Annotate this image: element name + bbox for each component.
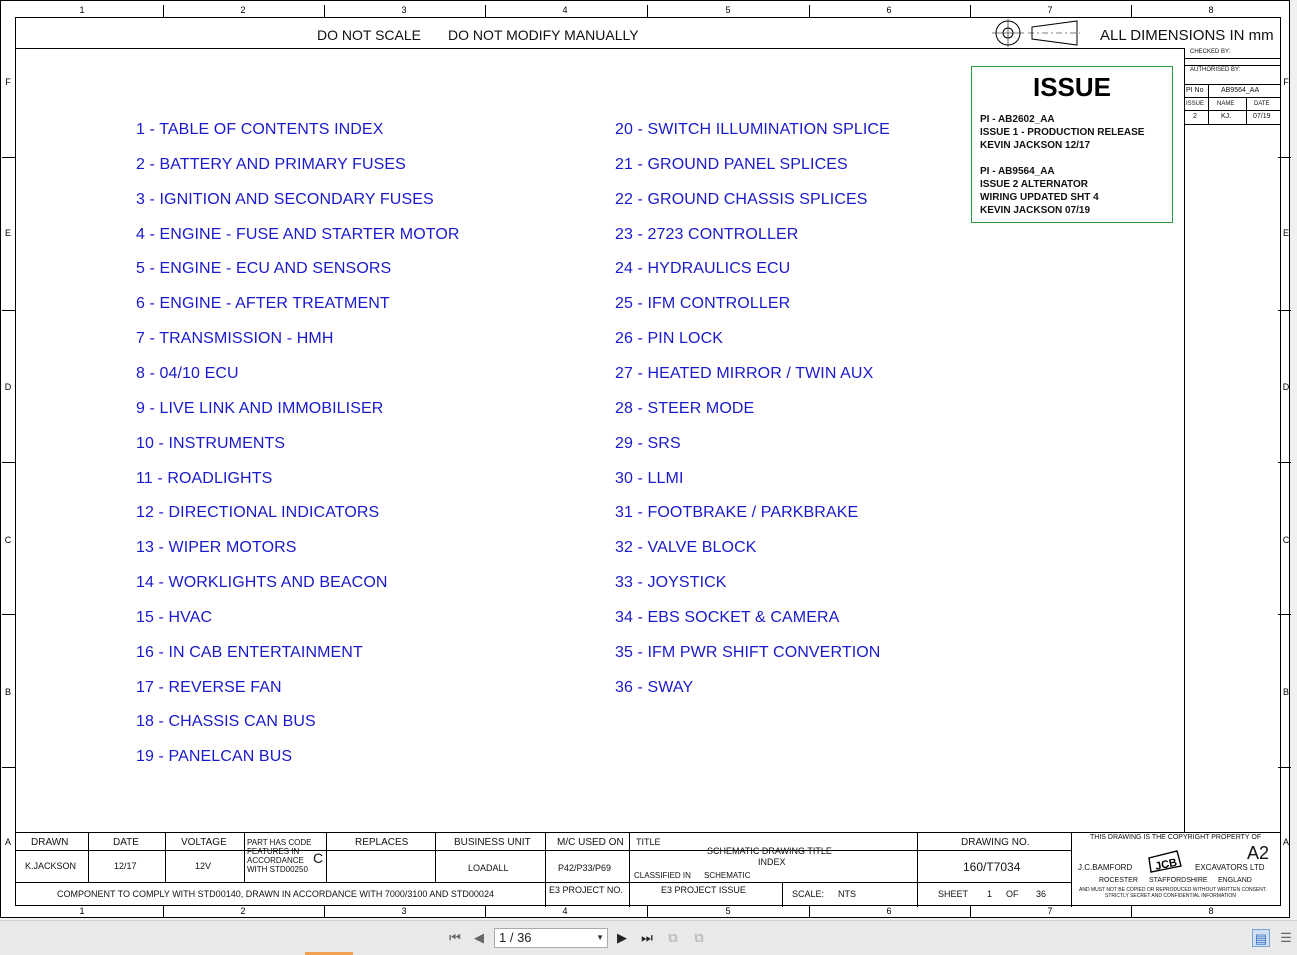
issue1-author: KEVIN JACKSON 12/17 <box>980 140 1091 151</box>
issue-title: ISSUE <box>1032 72 1112 102</box>
rev-name-value: KJ. <box>1221 113 1232 120</box>
toc-link[interactable]: 28 - STEER MODE <box>615 399 755 417</box>
issue-col-label: ISSUE <box>1186 101 1205 107</box>
next-page-icon[interactable]: ▶ <box>617 930 627 945</box>
drawing-no-value: 160/T7034 <box>963 860 1021 874</box>
name-col-label: NAME <box>1217 101 1235 107</box>
chevron-down-icon: ▼ <box>596 933 604 942</box>
pi-no-label: PI No <box>1186 87 1204 94</box>
drawn-value: K.JACKSON <box>25 861 77 871</box>
zone-col: 6 <box>886 906 892 916</box>
issue-box <box>971 66 1173 223</box>
zone-col: 2 <box>240 906 246 916</box>
sheet-size: A2 <box>1247 843 1270 863</box>
toc-link[interactable]: 23 - 2723 CONTROLLER <box>615 225 799 243</box>
page-display: 1 / 36 <box>499 930 532 945</box>
toc-link[interactable]: 27 - HEATED MIRROR / TWIN AUX <box>615 364 874 382</box>
projection-symbol-icon <box>992 19 1080 47</box>
company-name: J.C.BAMFORD <box>1078 863 1133 872</box>
drawn-label: DRAWN <box>31 837 69 848</box>
sheet-value: 1 <box>987 889 993 899</box>
toc-link[interactable]: 4 - ENGINE - FUSE AND STARTER MOTOR <box>136 225 460 243</box>
issue2-desc-2: WIRING UPDATED SHT 4 <box>980 192 1099 203</box>
checked-by-label: CHECKED BY: <box>1190 49 1231 55</box>
zone-row: E <box>1282 228 1289 238</box>
toc-link[interactable]: 17 - REVERSE FAN <box>136 678 282 696</box>
toc-link[interactable]: 14 - WORKLIGHTS AND BEACON <box>136 574 388 592</box>
toc-link[interactable]: 20 - SWITCH ILLUMINATION SPLICE <box>615 121 890 138</box>
first-page-icon[interactable]: ⏮ <box>449 930 461 945</box>
toc-link[interactable]: 19 - PANELCAN BUS <box>136 748 293 766</box>
pi-no-value: AB9564_AA <box>1221 87 1260 94</box>
location-town: ROCESTER <box>1099 877 1138 884</box>
voltage-label: VOLTAGE <box>181 837 227 848</box>
issue2-desc: ISSUE 2 ALTERNATOR <box>980 179 1088 190</box>
toc-link[interactable]: 34 - EBS SOCKET & CAMERA <box>615 608 840 626</box>
legal-note-2: STRICTLY SECRET AND CONFIDENTIAL INFORMATION <box>1105 893 1236 899</box>
location-county: STAFFORDSHIRE <box>1149 877 1208 884</box>
classified-value: SCHEMATIC <box>704 871 751 880</box>
zone-row: C <box>1282 535 1290 545</box>
toc-link[interactable]: 21 - GROUND PANEL SPLICES <box>615 155 848 173</box>
mc-used-on-label: M/C USED ON <box>557 837 624 848</box>
legal-note-1: AND MUST NOT BE COPIED OR REPRODUCED WITHOUT WRITTEN CONSENT. <box>1079 887 1267 893</box>
revision-column-divider <box>1184 48 1185 832</box>
toc-link[interactable]: 9 - LIVE LINK AND IMMOBILISER <box>136 399 384 417</box>
location-country: ENGLAND <box>1218 877 1252 884</box>
page-number-select[interactable] <box>494 928 608 948</box>
toc-link[interactable]: 5 - ENGINE - ECU AND SENSORS <box>136 260 392 278</box>
zone-col: 3 <box>401 906 407 916</box>
code-features-note: PART HAS CODE FEATURES IN ACCORDANCE WITH STD00250 <box>247 838 312 874</box>
copy-page-icon[interactable]: ⧉ <box>668 930 678 945</box>
e3-project-issue: E3 PROJECT ISSUE <box>661 885 746 895</box>
drawing-title-line1: SCHEMATIC DRAWING TITLE <box>707 846 832 856</box>
zone-columns-bottom <box>2 906 1290 918</box>
issue1-desc: ISSUE 1 - PRODUCTION RELEASE <box>980 127 1145 138</box>
comply-note: COMPONENT TO COMPLY WITH STD00140, DRAWN IN ACCORDANCE WITH 7000/3100 AND STD00024 <box>57 889 494 899</box>
zone-row: A <box>4 837 11 847</box>
rev-date-value: 07/19 <box>1253 113 1271 120</box>
authorised-by-label: AUTHORISED BY: <box>1190 67 1241 73</box>
copyright-note: THIS DRAWING IS THE COPYRIGHT PROPERTY OF <box>1090 834 1262 841</box>
sheet-total: 36 <box>1036 889 1047 899</box>
zone-row: D <box>4 382 12 392</box>
classified-label: CLASSIFIED IN <box>634 871 691 880</box>
jcb-logo-text: JCB <box>1154 856 1179 873</box>
e3-project-no: E3 PROJECT NO. <box>549 885 623 895</box>
issue1-pi: PI - AB2602_AA <box>980 114 1055 125</box>
business-unit-label: BUSINESS UNIT <box>454 837 531 848</box>
date-value: 12/17 <box>114 861 137 871</box>
zone-row: A <box>1282 837 1289 847</box>
voltage-value: 12V <box>195 861 212 871</box>
sheet-label: SHEET <box>938 889 969 899</box>
zone-row: E <box>4 228 11 238</box>
date-label: DATE <box>113 837 139 848</box>
toc-link[interactable]: 13 - WIPER MOTORS <box>136 539 297 557</box>
scale-label: SCALE: <box>792 889 825 899</box>
single-page-view-icon[interactable]: ▤ <box>1252 929 1270 947</box>
zone-col: 8 <box>1208 5 1214 15</box>
zone-row: F <box>5 77 11 87</box>
drawing-no-label: DRAWING NO. <box>961 837 1030 848</box>
replaces-label: REPLACES <box>355 837 409 848</box>
zone-col: 3 <box>401 5 407 15</box>
toc-link[interactable]: 32 - VALVE BLOCK <box>615 539 757 557</box>
toc-link[interactable]: 16 - IN CAB ENTERTAINMENT <box>136 643 363 661</box>
zone-row: C <box>4 535 12 545</box>
toc-link[interactable]: 1 - TABLE OF CONTENTS INDEX <box>136 121 384 138</box>
zone-col: 7 <box>1047 5 1053 15</box>
zone-col: 4 <box>562 906 568 916</box>
toc-link[interactable]: 18 - CHASSIS CAN BUS <box>136 713 316 731</box>
zone-col: 5 <box>725 906 731 916</box>
do-not-modify-note: DO NOT MODIFY MANUALLY <box>448 27 639 43</box>
toc-link[interactable]: 8 - 04/10 ECU <box>136 364 239 382</box>
toc-link[interactable]: 36 - SWAY <box>615 678 694 696</box>
zone-row: F <box>1283 77 1289 87</box>
business-unit-value: LOADALL <box>468 863 509 873</box>
toc-link[interactable]: 3 - IGNITION AND SECONDARY FUSES <box>136 190 434 208</box>
title-block <box>15 832 1281 906</box>
zone-col: 7 <box>1047 906 1053 916</box>
toc-link[interactable]: 6 - ENGINE - AFTER TREATMENT <box>136 295 390 313</box>
toc-link[interactable]: 12 - DIRECTIONAL INDICATORS <box>136 504 380 522</box>
zone-col: 1 <box>79 5 85 15</box>
toc-link[interactable]: 35 - IFM PWR SHIFT CONVERTION <box>615 643 881 661</box>
zone-col: 6 <box>886 5 892 15</box>
zone-col: 4 <box>562 5 568 15</box>
toc-link[interactable]: 10 - INSTRUMENTS <box>136 434 286 452</box>
rev-issue-value: 2 <box>1193 113 1197 120</box>
viewer-toolbar <box>0 920 1297 955</box>
toc-link[interactable]: 30 - LLMI <box>615 469 684 487</box>
zone-row: B <box>4 687 11 697</box>
title-label: TITLE <box>636 837 661 847</box>
issue2-pi: PI - AB9564_AA <box>980 166 1055 177</box>
code-letter: C <box>313 850 324 866</box>
zone-col: 8 <box>1208 906 1214 916</box>
zone-row: D <box>1282 382 1290 392</box>
drawing-title-line2: INDEX <box>758 857 786 867</box>
continuous-view-icon[interactable]: ☰ <box>1280 930 1292 945</box>
last-page-icon[interactable]: ⏭ <box>641 930 653 945</box>
toc-link[interactable]: 24 - HYDRAULICS ECU <box>615 260 791 278</box>
toc-link[interactable]: 22 - GROUND CHASSIS SPLICES <box>615 190 868 208</box>
zone-col: 5 <box>725 5 731 15</box>
paste-page-icon[interactable]: ⧉ <box>694 930 704 945</box>
toc-link[interactable]: 31 - FOOTBRAKE / PARKBRAKE <box>615 504 859 522</box>
mc-used-on-value: P42/P33/P69 <box>558 863 612 873</box>
toc-link[interactable]: 7 - TRANSMISSION - HMH <box>136 330 334 348</box>
toc-link[interactable]: 2 - BATTERY AND PRIMARY FUSES <box>136 155 406 173</box>
date-col-label: DATE <box>1254 101 1270 107</box>
company-suffix: EXCAVATORS LTD <box>1195 863 1265 872</box>
zone-columns-top <box>2 5 1290 17</box>
do-not-scale-note: DO NOT SCALE <box>317 27 421 43</box>
zone-row: B <box>1282 687 1289 697</box>
previous-page-icon[interactable]: ◀ <box>474 930 484 945</box>
toc-link[interactable]: 26 - PIN LOCK <box>615 330 724 348</box>
sheet-of-label: OF <box>1006 889 1019 899</box>
issue2-author: KEVIN JACKSON 07/19 <box>980 205 1091 216</box>
toc-link[interactable]: 33 - JOYSTICK <box>615 574 727 592</box>
toc-link[interactable]: 29 - SRS <box>615 434 681 452</box>
dimensions-note: ALL DIMENSIONS IN mm <box>1100 27 1274 44</box>
header-divider <box>15 48 1185 49</box>
jcb-logo-icon <box>1147 848 1183 876</box>
zone-col: 2 <box>240 5 246 15</box>
toc-link[interactable]: 11 - ROADLIGHTS <box>136 469 273 487</box>
scale-value: NTS <box>838 889 856 899</box>
toc-link[interactable]: 15 - HVAC <box>136 608 213 626</box>
zone-col: 1 <box>79 906 85 916</box>
toc-link[interactable]: 25 - IFM CONTROLLER <box>615 295 791 313</box>
